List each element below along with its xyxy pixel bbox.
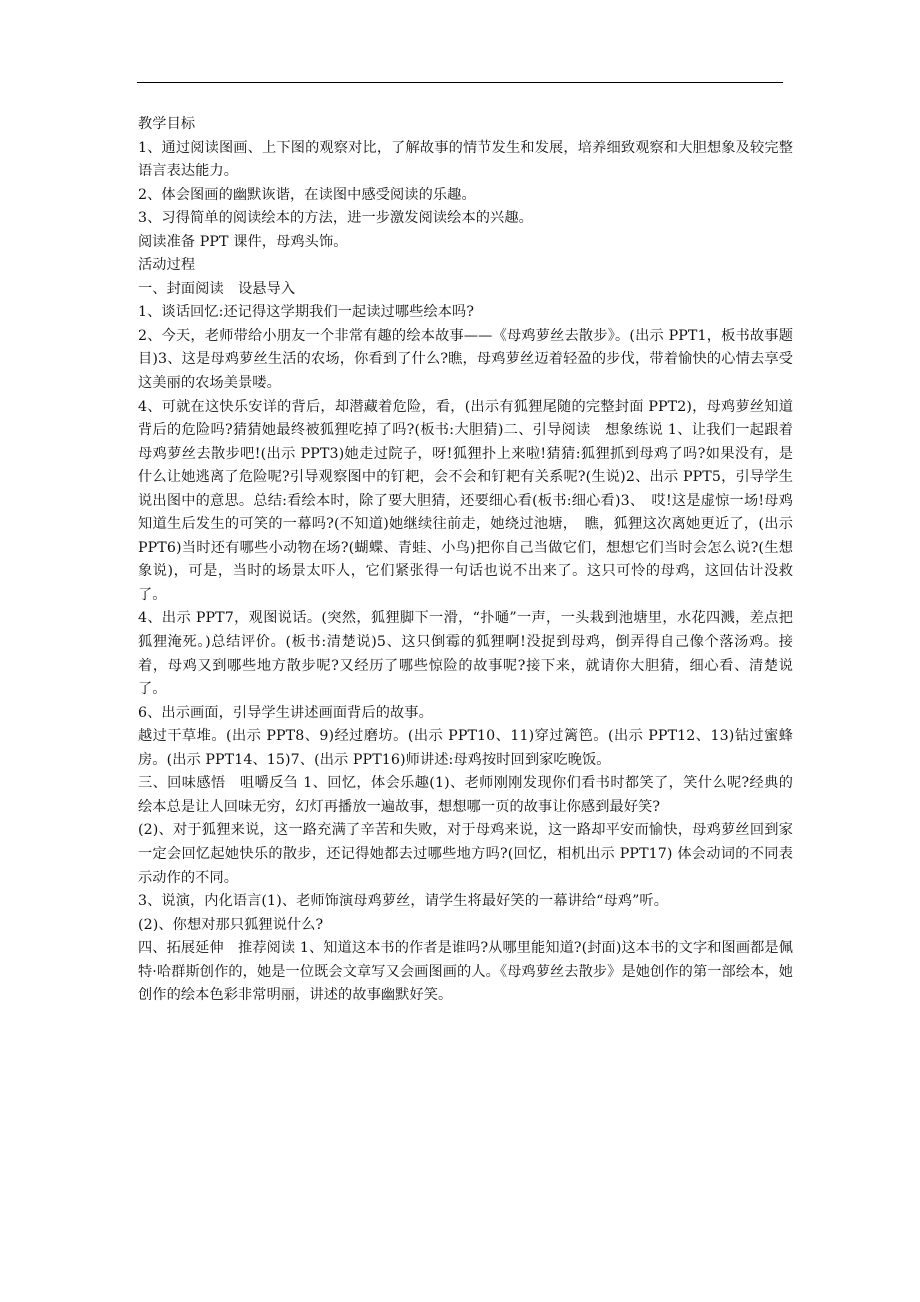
paragraph: 3、说演，内化语言(1)、老师饰演母鸡萝丝，请学生将最好笑的一幕讲给“母鸡”听。 bbox=[138, 893, 669, 910]
paragraph: 越过干草堆。(出示 PPT8、9)经过磨坊。(出示 PPT10、11)穿过篱笆。(出示 PPT12、13)钻过蜜蜂房。(出示 PPT14、15)7、(出示 PPT16)师讲述:母鸡按时回到家吃晚饭。 bbox=[138, 728, 793, 768]
paragraph: 4、可就在这快乐安详的背后，却潜藏着危险，看，(出示有狐狸尾随的完整封面 PPT2)，母鸡萝丝知道背后的危险吗?猜猜她最终被狐狸吃掉了吗?(板书:大胆猜)二、引导阅读 想象练说 1、让我们一起跟着母鸡萝丝去散步吧!(出示 PPT3)她走过院子，呀!狐狸扑上来啦!猜猜:狐狸抓到母鸡了吗?如果没有，是什么让她逃离了危险呢?引导观察图中的钉耙，会不会和钉耙有关系呢?(生说)2、出示 PPT5，引导学生说出图中的意思。总结:看绘本时，除了要大胆猜，还要细心看(板书:细心看)3、 哎!这是虚惊一场!母鸡知道生后发生的可笑的一幕吗?(不知道)她继续往前走，她绕过池塘， 瞧，狐狸这次离她更近了，(出示 PPT6)当时还有哪些小动物在场?(蝴蝶、青蛙、小鸟)把你自己当做它们，想想它们当时会怎么说?(生想象说)，可是，当时的场景太吓人，它们紧张得一句话也说不出来了。这只可怜的母鸡，这回估计没救了。 bbox=[138, 398, 793, 603]
paragraph: 3、习得简单的阅读绘本的方法，进一步激发阅读绘本的兴趣。 bbox=[138, 210, 533, 227]
paragraph: 一、封面阅读 设悬导入 bbox=[138, 280, 296, 297]
paragraph: (2)、对于狐狸来说，这一路充满了辛苦和失败，对于母鸡来说，这一路却平安而愉快，母鸡萝丝回到家一定会回忆起她快乐的散步，还记得她都去过哪些地方吗?(回忆，相机出示 PPT17) 体会动词的不同表示动作的不同。 bbox=[138, 822, 793, 886]
document-body bbox=[138, 113, 793, 1008]
section-heading-teaching-goals: 教学目标 bbox=[138, 116, 196, 132]
paragraph: 6、出示画面，引导学生讲述画面背后的故事。 bbox=[138, 704, 433, 721]
header-rule bbox=[137, 82, 783, 83]
paragraph: 阅读准备 PPT 课件，母鸡头饰。 bbox=[138, 233, 348, 250]
paragraph: 三、回味感悟 咀嚼反刍 1、回忆，体会乐趣(1)、老师刚刚发现你们看书时都笑了，笑什么呢?经典的绘本总是让人回味无穷，幻灯再播放一遍故事，想想哪一页的故事让你感到最好笑? bbox=[138, 775, 793, 815]
paragraph: 1、谈话回忆:还记得这学期我们一起读过哪些绘本吗? bbox=[138, 304, 475, 321]
paragraph: 四、拓展延伸 推荐阅读 1、知道这本书的作者是谁吗?从哪里能知道?(封面)这本书的文字和图画都是佩特·哈群斯创作的，她是一位既会文章写又会画图画的人。《母鸡萝丝去散步》是她创作的第一部绘本，她创作的绘本色彩非常明丽，讲述的故事幽默好笑。 bbox=[138, 940, 793, 1004]
paragraph: 1、通过阅读图画、上下图的观察对比，了解故事的情节发生和发展，培养细致观察和大胆想象及较完整语言表达能力。 bbox=[138, 139, 793, 180]
paragraph: 2、今天，老师带给小朋友一个非常有趣的绘本故事——《母鸡萝丝去散步》。(出示 PPT1，板书故事题目)3、这是母鸡萝丝生活的农场，你看到了什么?瞧，母鸡萝丝迈着轻盈的步伐，带着愉快的心情去享受这美丽的农场美景喽。 bbox=[138, 327, 793, 392]
paragraph: 2、体会图画的幽默诙谐，在读图中感受阅读的乐趣。 bbox=[138, 186, 476, 203]
paragraph: 4、出示 PPT7，观图说话。(突然，狐狸脚下一滑，“扑嗵”一声，一头栽到池塘里，水花四溅，差点把狐狸淹死。)总结评价。(板书:清楚说)5、这只倒霉的狐狸啊!没捉到母鸡，倒弄得自己像个落汤鸡。接着，母鸡又到哪些地方散步呢?又经历了哪些惊险的故事呢?接下来，就请你大胆猜，细心看、清楚说了。 bbox=[138, 610, 793, 698]
section-heading-activity-process: 活动过程 bbox=[138, 257, 196, 274]
paragraph: (2)、你想对那只狐狸说什么? bbox=[138, 916, 324, 933]
